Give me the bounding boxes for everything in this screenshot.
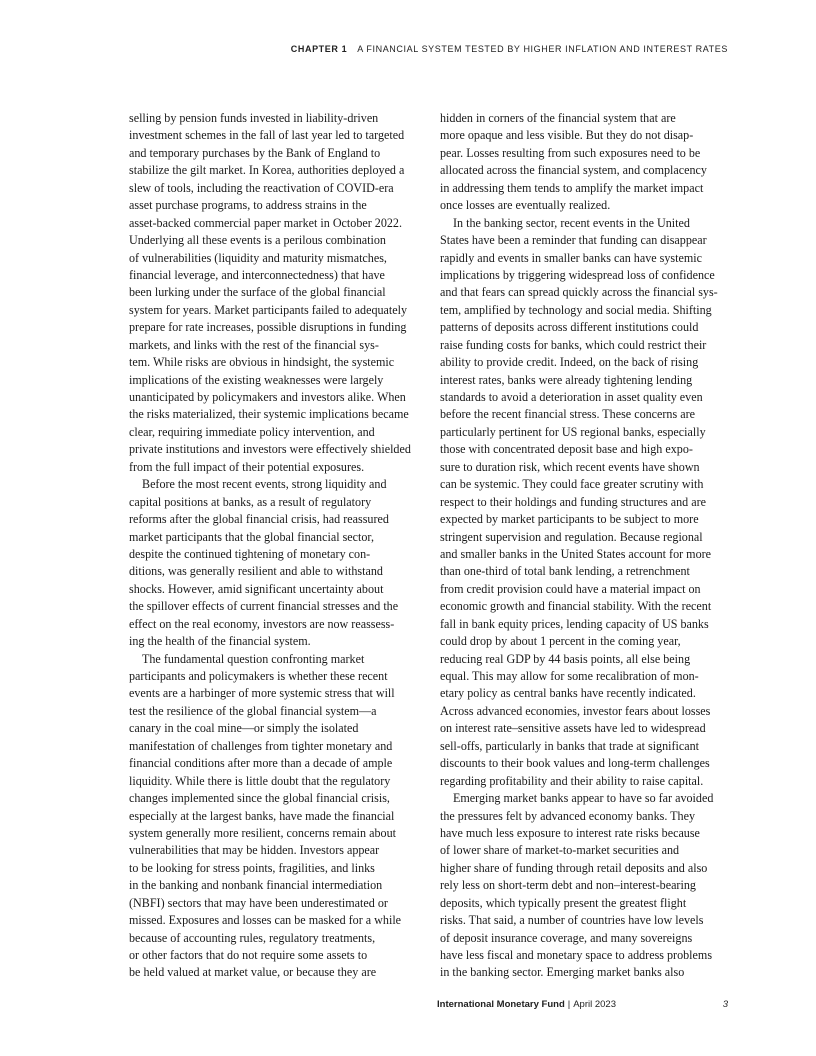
text-line: fall in bank equity prices, lending capacity of US banks (440, 616, 709, 631)
text-line: markets, and links with the rest of the financial sys- (129, 337, 379, 352)
text-line: ing the health of the financial system. (129, 634, 311, 649)
text-line: stabilize the gilt market. In Korea, authorities deployed a (129, 163, 405, 178)
text-line: in the banking sector. Emerging market banks also (440, 965, 685, 980)
text-line: could drop by about 1 percent in the coming year, (440, 634, 681, 649)
text-line: capital positions at banks, as a result of regulatory (129, 494, 372, 509)
text-line: changes implemented since the global financial crisis, (129, 791, 390, 806)
text-line: (NBFI) sectors that may have been underestimated or (129, 895, 388, 910)
text-line: prepare for rate increases, possible disruptions in funding (129, 320, 407, 335)
text-line: regarding profitability and their ability to raise capital. (440, 773, 704, 788)
text-line: liquidity. While there is little doubt that the regulatory (129, 773, 391, 788)
text-line: missed. Exposures and losses can be masked for a while (129, 913, 402, 928)
text-line: expected by market participants to be subject to more (440, 512, 699, 527)
text-line: from credit provision could have a material impact on (440, 581, 701, 596)
footer-publisher: International Monetary Fund (437, 999, 565, 1010)
text-line: sure to duration risk, which recent events have shown (440, 459, 700, 474)
text-line: especially at the largest banks, have made the financial (129, 808, 395, 823)
text-line: of deposit insurance coverage, and many sovereigns (440, 930, 693, 945)
text-line: rely less on short-term debt and non–interest-bearing (440, 878, 696, 893)
text-line: once losses are eventually realized. (440, 198, 611, 213)
text-line: Emerging market banks appear to have so far avoided (453, 791, 714, 806)
text-line: selling by pension funds invested in liability-driven (129, 111, 379, 125)
chapter-title: A FINANCIAL SYSTEM TESTED BY HIGHER INFLATION AND INTEREST RATES (357, 44, 728, 54)
text-line: In the banking sector, recent events in the United (453, 215, 690, 230)
text-line: in the banking and nonbank financial intermediation (129, 878, 383, 893)
text-line: and that fears can spread quickly across the financial sys- (440, 285, 718, 300)
text-line: slew of tools, including the reactivation of COVID-era (129, 180, 394, 195)
text-line: those with concentrated deposit base and high expo- (440, 442, 693, 457)
text-line: States have been a reminder that funding can disappear (440, 233, 707, 248)
text-line: The fundamental question confronting market (142, 651, 365, 666)
text-line: stringent supervision and regulation. Because regional (440, 529, 703, 544)
text-line: Before the most recent events, strong liquidity and (142, 477, 387, 492)
text-line: clear, requiring immediate policy intervention, and (129, 424, 375, 439)
text-line: respect to their holdings and funding structures and are (440, 494, 706, 509)
text-line: hidden in corners of the financial system that are (440, 111, 676, 125)
text-line: have much less exposure to interest rate risks because (440, 825, 700, 840)
text-line: and temporary purchases by the Bank of England to (129, 145, 381, 160)
text-line: in addressing them tends to amplify the market impact (440, 180, 704, 195)
text-column-right (440, 110, 732, 982)
text-line: canary in the coal mine—or simply the isolated (129, 721, 359, 736)
text-line: before the recent financial stress. These concerns are (440, 407, 695, 422)
text-line: system for years. Market participants failed to adequately (129, 302, 408, 317)
page-number: 3 (722, 999, 728, 1010)
text-line: vulnerabilities that may be hidden. Investors appear (129, 843, 380, 858)
text-line: etary policy as central banks have recently indicated. (440, 686, 696, 701)
text-line: asset purchase programs, to address strains in the (129, 198, 367, 213)
text-line: interest rates, banks were already tightening lending (440, 372, 693, 387)
text-line: tem. While risks are obvious in hindsight, the systemic (129, 355, 395, 370)
text-line: reforms after the global financial crisis, had reassured (129, 512, 389, 527)
text-line: financial leverage, and interconnectedness) that have (129, 267, 385, 282)
text-line: equal. This may allow for some recalibration of mon- (440, 669, 699, 683)
running-header (291, 44, 728, 54)
text-line: standards to avoid a deterioration in asset quality even (440, 390, 703, 404)
text-line: the risks materialized, their systemic implications became (129, 407, 409, 422)
text-line: shocks. However, amid significant uncertainty about (129, 581, 384, 596)
text-line: Underlying all these events is a perilous combination (129, 233, 386, 248)
text-line: Across advanced economies, investor fears about losses (440, 703, 711, 718)
text-line: allocated across the financial system, and complacency (440, 163, 707, 178)
footer-publication (437, 999, 616, 1010)
text-line: the spillover effects of current financial stresses and the (129, 599, 399, 614)
text-line: ditions, was generally resilient and able to withstand (129, 564, 383, 579)
text-line: effect on the real economy, investors are now reassess- (129, 616, 395, 631)
footer-separator: | (567, 999, 571, 1010)
text-line: than one-third of total bank lending, a retrenchment (440, 564, 690, 579)
text-line: events are a harbinger of more systemic stress that will (129, 686, 395, 701)
text-line: implications of the existing weaknesses were largely (129, 372, 384, 387)
text-line: risks. That said, a number of countries have low levels (440, 913, 704, 928)
text-column-left (129, 110, 421, 982)
text-line: economic growth and financial stability. With the recent (440, 599, 712, 614)
text-line: despite the continued tightening of monetary con- (129, 546, 371, 561)
text-line: pear. Losses resulting from such exposures need to be (440, 145, 701, 160)
text-line: ability to provide credit. Indeed, on the back of rising (440, 355, 699, 370)
text-line: patterns of deposits across different institutions could (440, 320, 699, 335)
text-line: private institutions and investors were effectively shielded (129, 442, 411, 457)
text-line: asset-backed commercial paper market in October 2022. (129, 215, 403, 230)
text-line: of vulnerabilities (liquidity and maturity mismatches, (129, 250, 387, 265)
text-line: be held valued at market value, or because they are (129, 965, 377, 980)
text-line: manifestation of challenges from tighter monetary and (129, 738, 393, 753)
text-line: participants and policymakers is whether these recent (129, 669, 388, 683)
text-line: rapidly and events in smaller banks can have systemic (440, 250, 702, 265)
text-line: or other factors that do not require some assets to (129, 948, 368, 962)
text-line: been lurking under the surface of the global financial (129, 285, 386, 300)
text-line: to be looking for stress points, fragilities, and links (129, 860, 375, 875)
text-line: financial conditions after more than a decade of ample (129, 756, 393, 771)
text-line: reducing real GDP by 44 basis points, all else being (440, 651, 691, 666)
text-line: from the full impact of their potential exposures. (129, 459, 365, 474)
text-line: more opaque and less visible. But they do not disap- (440, 128, 694, 143)
text-line: have less fiscal and monetary space to address problems (440, 948, 713, 962)
footer-date: April 2023 (573, 999, 616, 1010)
text-line: because of accounting rules, regulatory treatments, (129, 930, 376, 945)
text-line: the pressures felt by advanced economy banks. They (440, 808, 696, 823)
text-line: deposits, which typically present the greatest flight (440, 895, 687, 910)
text-line: system generally more resilient, concerns remain about (129, 825, 396, 840)
text-line: investment schemes in the fall of last year led to targeted (129, 128, 405, 143)
text-line: discounts to their book values and long-term challenges (440, 756, 710, 771)
text-line: particularly pertinent for US regional banks, especially (440, 424, 706, 439)
text-line: can be systemic. They could face greater scrutiny with (440, 477, 704, 492)
text-line: of lower share of market-to-market securities and (440, 843, 680, 858)
text-line: and smaller banks in the United States account for more (440, 546, 712, 561)
text-line: tem, amplified by technology and social media. Shifting (440, 302, 712, 317)
text-line: test the resilience of the global financial system—a (129, 703, 377, 718)
text-line: implications by triggering widespread loss of confidence (440, 267, 715, 282)
text-line: sell-offs, particularly in banks that trade at significant (440, 738, 700, 753)
text-line: market participants that the global financial sector, (129, 529, 374, 544)
text-line: unanticipated by policymakers and investors alike. When (129, 390, 406, 404)
text-line: raise funding costs for banks, which could restrict their (440, 337, 707, 352)
text-line: higher share of funding through retail deposits and also (440, 860, 708, 875)
text-line: on interest rate–sensitive assets have led to widespread (440, 721, 706, 736)
chapter-label: CHAPTER 1 (290, 44, 348, 54)
